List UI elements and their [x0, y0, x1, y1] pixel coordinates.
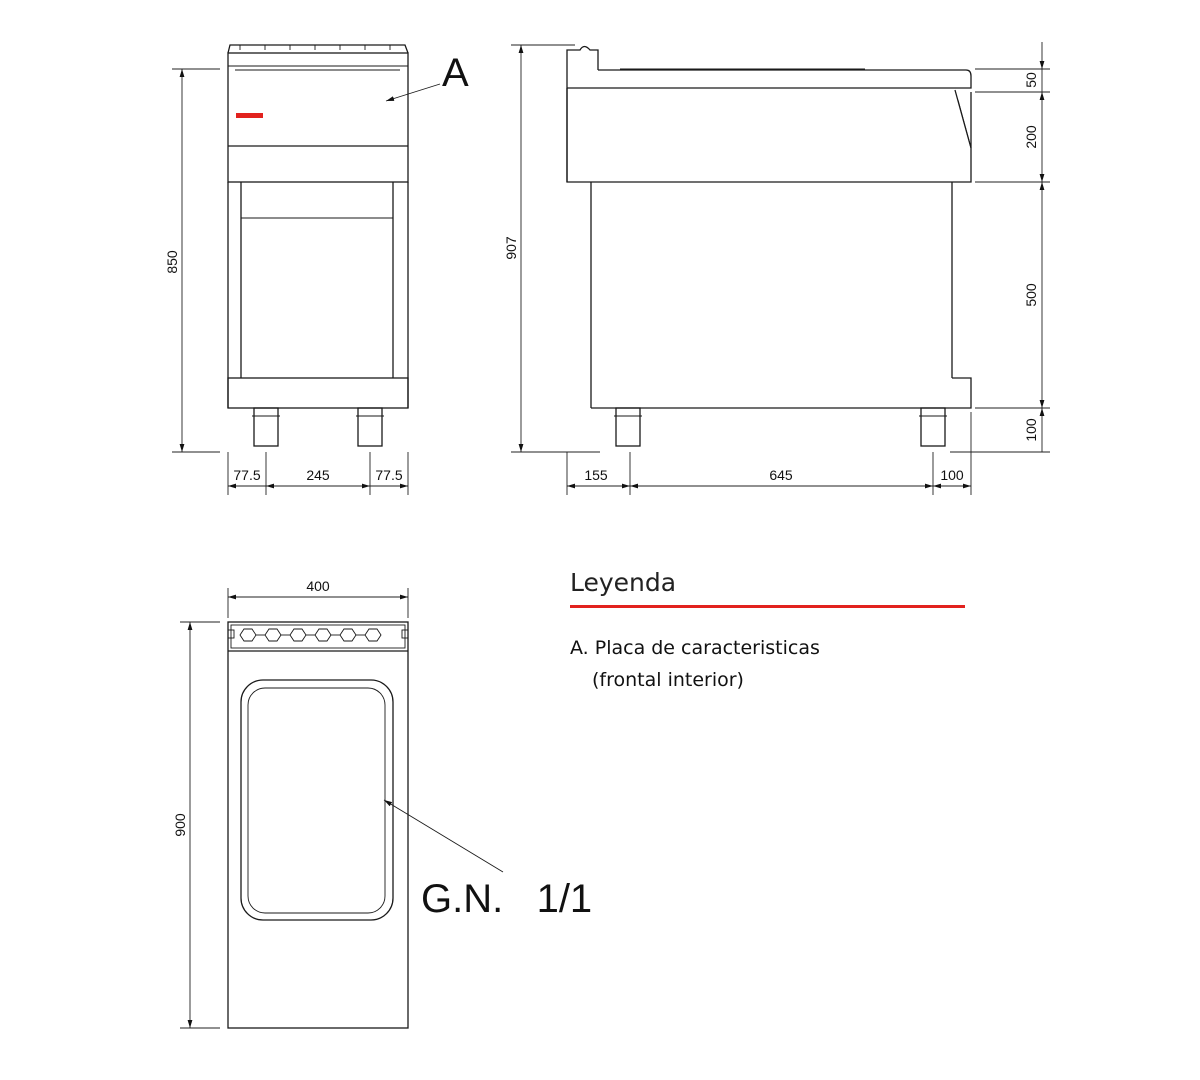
- callout-a: A: [442, 51, 469, 95]
- svg-text:850: 850: [164, 250, 180, 274]
- side-view: [567, 47, 971, 447]
- side-width-dimensions: [567, 412, 971, 495]
- top-view: [228, 622, 592, 1028]
- svg-text:500: 500: [1023, 283, 1039, 307]
- knob-row: [240, 629, 381, 641]
- svg-text:900: 900: [172, 813, 188, 837]
- svg-text:200: 200: [1023, 125, 1039, 149]
- svg-text:77.5: 77.5: [375, 467, 403, 483]
- svg-text:645: 645: [769, 467, 793, 483]
- top-depth-dimension: [172, 622, 220, 1028]
- svg-text:100: 100: [940, 467, 964, 483]
- svg-text:400: 400: [306, 578, 330, 594]
- front-width-dimensions: [228, 452, 408, 495]
- legend-title: Leyenda: [570, 568, 965, 608]
- svg-text:77.5: 77.5: [233, 467, 261, 483]
- nameplate-marker: [236, 113, 263, 118]
- gn-label: G.N. 1/1: [421, 877, 593, 921]
- svg-text:245: 245: [306, 467, 330, 483]
- svg-text:100: 100: [1023, 418, 1039, 442]
- legend-item-a-line2: (frontal interior): [592, 669, 744, 691]
- front-height-dimension: [164, 69, 220, 452]
- top-width-dimension: [228, 578, 408, 618]
- legend: [570, 568, 965, 696]
- legend-item-a: [570, 632, 965, 696]
- svg-text:155: 155: [584, 467, 608, 483]
- side-height-dimension: [503, 45, 600, 452]
- svg-text:50: 50: [1023, 72, 1039, 88]
- front-view: [228, 45, 469, 446]
- svg-text:907: 907: [503, 236, 519, 260]
- legend-item-a-line1: A. Placa de caracteristicas: [570, 637, 820, 659]
- gn-pan-outline: [241, 680, 393, 920]
- side-right-dimensions: [950, 42, 1050, 452]
